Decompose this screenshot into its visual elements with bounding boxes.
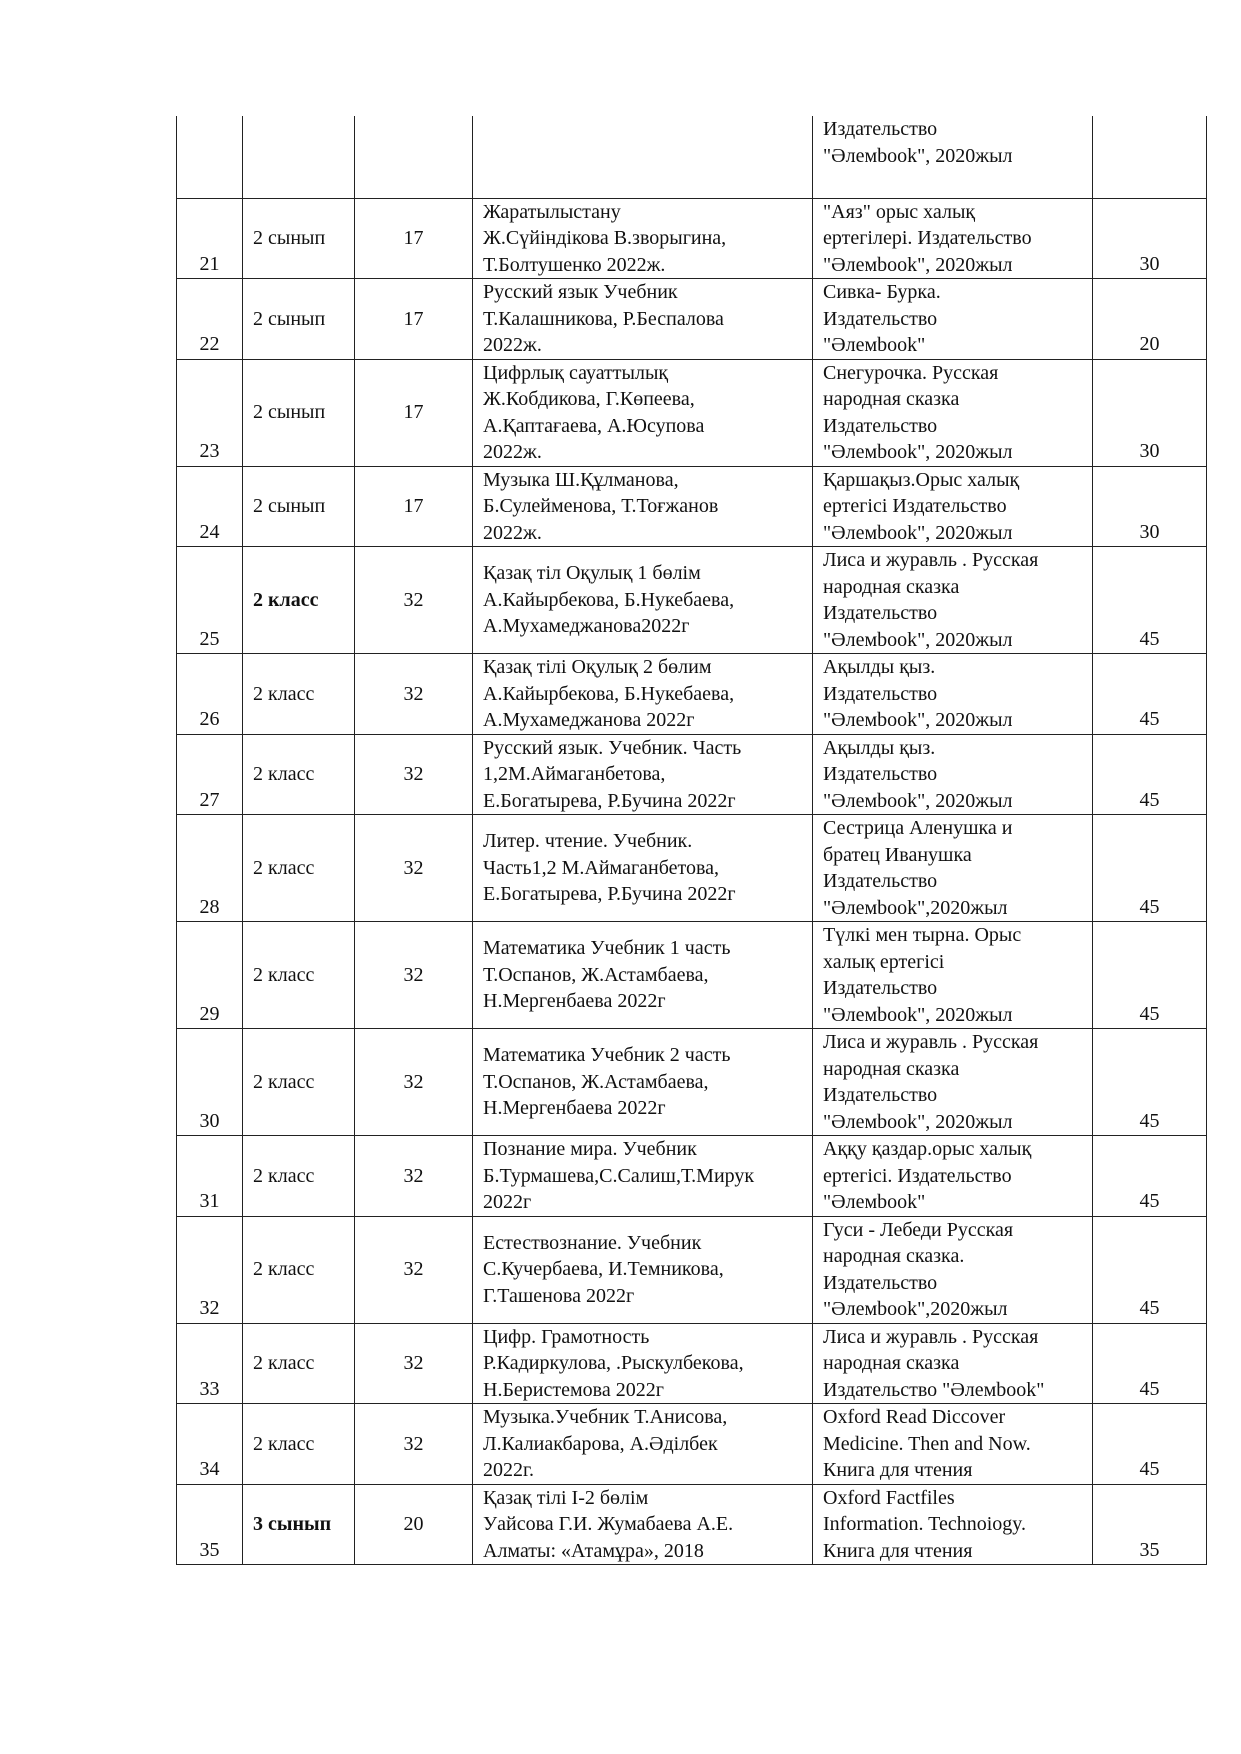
- quantity-cell: [1093, 198, 1207, 279]
- row-number: [177, 279, 243, 360]
- class-cell-text: 3 сынып: [253, 1513, 332, 1535]
- reading-book-cell-text: Лиса и журавль . Русская народная сказка Издательство "Әлемbook", 2020жыл: [823, 1031, 1039, 1133]
- student-count-cell-text: 17: [403, 401, 424, 424]
- class-cell: [243, 922, 355, 1029]
- row-number: [177, 922, 243, 1029]
- textbook-cell-text: Қазақ тілі І-2 бөлім Уайсова Г.И. Жумабаева А.Е. Алматы: «Атамұра», 2018: [483, 1486, 734, 1562]
- quantity-cell-text: 45: [1139, 708, 1160, 730]
- table-row: [177, 815, 1207, 922]
- row-number: [177, 1136, 243, 1217]
- table-row: [177, 1404, 1207, 1485]
- row-number: [177, 1216, 243, 1323]
- quantity-cell: [1093, 1404, 1207, 1485]
- reading-book-cell-text: Гуси - Лебеди Русская народная сказка. Издательство "Әлемbook",2020жыл: [823, 1218, 1014, 1320]
- student-count-cell: [355, 1029, 473, 1136]
- reading-book-cell-text: Сивка- Бурка. Издательство "Әлемbook": [823, 281, 941, 356]
- quantity-cell: [1093, 815, 1207, 922]
- class-cell-text: 2 класс: [253, 763, 315, 785]
- row-number-text: 34: [199, 1458, 220, 1480]
- student-count-cell: [355, 198, 473, 279]
- row-number: [177, 466, 243, 547]
- row-number-text: 28: [199, 895, 220, 918]
- table-row: [177, 1484, 1207, 1565]
- class-cell: [243, 116, 355, 198]
- row-number-text: 25: [199, 627, 220, 650]
- class-cell-text: 2 класс: [253, 963, 315, 986]
- quantity-cell: [1093, 1216, 1207, 1323]
- reading-book-cell: [813, 815, 1093, 922]
- class-cell-text: 2 класс: [253, 1258, 315, 1281]
- reading-book-cell: [813, 654, 1093, 735]
- row-number-text: 22: [199, 333, 220, 355]
- textbook-cell-text: Цифрлық сауаттылық Ж.Кобдикова, Г.Көпеева, А.Қаптағаева, А.Юсупова 2022ж.: [483, 361, 705, 463]
- reading-book-cell: [813, 1404, 1093, 1485]
- table-row: [177, 116, 1207, 198]
- textbook-cell: [473, 1136, 813, 1217]
- table-row: [177, 734, 1207, 815]
- reading-book-cell: [813, 198, 1093, 279]
- textbook-cell: [473, 359, 813, 466]
- student-count-cell: [355, 359, 473, 466]
- reading-book-cell: [813, 1484, 1093, 1565]
- class-cell-text: 2 класс: [253, 1164, 315, 1187]
- textbook-cell: [473, 815, 813, 922]
- quantity-cell: [1093, 734, 1207, 815]
- student-count-cell-text: 17: [403, 495, 424, 517]
- quantity-cell: [1093, 922, 1207, 1029]
- reading-book-cell-text: "Аяз" орыс халық ертегілері. Издательство "Әлемbook", 2020жыл: [823, 200, 1032, 276]
- row-number-text: 21: [199, 252, 220, 275]
- class-cell-text: 2 сынып: [253, 495, 326, 517]
- class-cell-text: 2 сынып: [253, 401, 326, 424]
- row-number: [177, 1484, 243, 1565]
- reading-book-cell-text: Издательство "Әлемbook", 2020жыл: [823, 118, 1013, 167]
- table-row: [177, 1029, 1207, 1136]
- textbook-cell-text: Русский язык Учебник Т.Калашникова, Р.Беспалова 2022ж.: [483, 281, 724, 356]
- class-cell-text: 2 класс: [253, 1352, 315, 1374]
- class-cell: [243, 1404, 355, 1485]
- table-row: [177, 1136, 1207, 1217]
- student-count-cell: [355, 1323, 473, 1404]
- textbook-cell: [473, 922, 813, 1029]
- quantity-cell: [1093, 547, 1207, 654]
- student-count-cell: [355, 815, 473, 922]
- reading-book-cell: [813, 359, 1093, 466]
- quantity-cell-text: 45: [1139, 1190, 1160, 1212]
- table-row: [177, 279, 1207, 360]
- reading-book-cell-text: Түлкі мен тырна. Орыс халық ертегісі Издательство "Әлемbook", 2020жыл: [823, 924, 1022, 1026]
- quantity-cell-text: 45: [1139, 788, 1160, 811]
- quantity-cell: [1093, 116, 1207, 198]
- reading-book-cell: [813, 1029, 1093, 1136]
- quantity-cell-text: 45: [1139, 1002, 1160, 1025]
- reading-book-cell-text: Ақылды қыз. Издательство "Әлемbook", 2020жыл: [823, 736, 1013, 812]
- textbook-cell-text: Литер. чтение. Учебник. Часть1,2 М.Аймаганбетова, Е.Богатырева, Р.Бучина 2022г: [483, 830, 736, 906]
- reading-book-cell: [813, 922, 1093, 1029]
- textbook-cell-text: Музыка Ш.Құлманова, Б.Сулейменова, Т.Тоғжанов 2022ж.: [483, 468, 719, 544]
- student-count-cell-text: 32: [403, 1164, 424, 1187]
- textbook-cell-text: Естествознание. Учебник С.Кучербаева, И.Темникова, Г.Ташенова 2022г: [483, 1231, 724, 1307]
- student-count-cell: [355, 1404, 473, 1485]
- quantity-cell-text: 30: [1139, 440, 1160, 462]
- table-row: [177, 466, 1207, 547]
- class-cell: [243, 1216, 355, 1323]
- class-cell: [243, 1484, 355, 1565]
- row-number-text: 32: [199, 1297, 220, 1319]
- textbook-cell: [473, 466, 813, 547]
- reading-book-cell: [813, 1216, 1093, 1323]
- student-count-cell: [355, 547, 473, 654]
- class-cell: [243, 466, 355, 547]
- textbook-cell: [473, 279, 813, 360]
- class-cell-text: 2 класс: [253, 682, 315, 705]
- row-number-text: 26: [199, 708, 220, 730]
- row-number: [177, 815, 243, 922]
- student-count-cell: [355, 116, 473, 198]
- textbook-cell-text: Русский язык. Учебник. Часть 1,2М.Аймаганбетова, Е.Богатырева, Р.Бучина 2022г: [483, 736, 742, 812]
- student-count-cell: [355, 1136, 473, 1217]
- row-number: [177, 1323, 243, 1404]
- textbook-table: [176, 116, 1207, 1565]
- table-row: [177, 198, 1207, 279]
- student-count-cell-text: 17: [403, 307, 424, 330]
- reading-book-cell-text: Лиса и журавль . Русская народная сказка Издательство "Әлемbook", 2020жыл: [823, 549, 1039, 651]
- quantity-cell-text: 30: [1139, 520, 1160, 543]
- reading-book-cell-text: Ақылды қыз. Издательство "Әлемbook", 2020жыл: [823, 656, 1013, 731]
- reading-book-cell: [813, 1323, 1093, 1404]
- class-cell-text: 2 класс: [253, 856, 315, 879]
- reading-book-cell-text: Oxford Factfiles Information. Technoiogy. Книга для чтения: [823, 1486, 1026, 1562]
- student-count-cell: [355, 1216, 473, 1323]
- student-count-cell-text: 32: [403, 856, 424, 879]
- row-number-text: 27: [199, 788, 220, 811]
- textbook-cell-text: Познание мира. Учебник Б.Турмашева,С.Салиш,Т.Мирук 2022г: [483, 1138, 755, 1213]
- table-body: [177, 116, 1207, 1565]
- textbook-cell-text: Цифр. Грамотность Р.Кадиркулова, .Рыскулбекова, Н.Беристемова 2022г: [483, 1325, 744, 1401]
- row-number: [177, 198, 243, 279]
- quantity-cell-text: 20: [1139, 333, 1160, 355]
- class-cell: [243, 734, 355, 815]
- quantity-cell-text: 45: [1139, 1297, 1160, 1319]
- table-row: [177, 922, 1207, 1029]
- student-count-cell: [355, 466, 473, 547]
- textbook-cell-text: Жаратылыстану Ж.Сүйіндікова В.зворыгина, Т.Болтушенко 2022ж.: [483, 200, 727, 276]
- quantity-cell-text: 45: [1139, 895, 1160, 918]
- student-count-cell-text: 32: [403, 763, 424, 785]
- class-cell: [243, 654, 355, 735]
- textbook-cell: [473, 198, 813, 279]
- class-cell: [243, 359, 355, 466]
- quantity-cell: [1093, 279, 1207, 360]
- row-number: [177, 1404, 243, 1485]
- reading-book-cell-text: Аққу қаздар.орыс халық ертегісі. Издательство "Әлемbook": [823, 1138, 1032, 1213]
- row-number-text: 30: [199, 1109, 220, 1132]
- row-number: [177, 734, 243, 815]
- table-row: [177, 359, 1207, 466]
- quantity-cell: [1093, 1323, 1207, 1404]
- reading-book-cell-text: Қаршақыз.Орыс халық ертегісі Издательство "Әлемbook", 2020жыл: [823, 468, 1020, 544]
- row-number: [177, 1029, 243, 1136]
- class-cell: [243, 1029, 355, 1136]
- reading-book-cell-text: Лиса и журавль . Русская народная сказка Издательство "Әлемbook": [823, 1325, 1045, 1401]
- textbook-cell: [473, 116, 813, 198]
- student-count-cell-text: 32: [403, 1070, 424, 1093]
- textbook-cell: [473, 1404, 813, 1485]
- class-cell-text: 2 сынып: [253, 307, 326, 330]
- class-cell: [243, 279, 355, 360]
- student-count-cell: [355, 1484, 473, 1565]
- class-cell: [243, 1136, 355, 1217]
- reading-book-cell: [813, 547, 1093, 654]
- row-number: [177, 359, 243, 466]
- student-count-cell-text: 32: [403, 1258, 424, 1281]
- textbook-cell: [473, 1029, 813, 1136]
- textbook-cell: [473, 547, 813, 654]
- reading-book-cell: [813, 466, 1093, 547]
- table-row: [177, 547, 1207, 654]
- reading-book-cell-text: Oxford Read Diccover Medicine. Then and Now. Книга для чтения: [823, 1406, 1031, 1481]
- quantity-cell-text: 45: [1139, 627, 1160, 650]
- table-row: [177, 1216, 1207, 1323]
- reading-book-cell: [813, 734, 1093, 815]
- row-number: [177, 116, 243, 198]
- row-number-text: 29: [199, 1002, 220, 1025]
- quantity-cell-text: 35: [1139, 1538, 1160, 1561]
- student-count-cell: [355, 279, 473, 360]
- textbook-cell: [473, 1484, 813, 1565]
- quantity-cell: [1093, 1136, 1207, 1217]
- row-number: [177, 654, 243, 735]
- student-count-cell-text: 32: [403, 963, 424, 986]
- quantity-cell: [1093, 1029, 1207, 1136]
- quantity-cell-text: 45: [1139, 1458, 1160, 1480]
- student-count-cell-text: 32: [403, 682, 424, 705]
- student-count-cell-text: 32: [403, 1432, 424, 1455]
- textbook-cell: [473, 734, 813, 815]
- quantity-cell-text: 30: [1139, 252, 1160, 275]
- row-number-text: 31: [199, 1190, 220, 1212]
- quantity-cell: [1093, 466, 1207, 547]
- class-cell: [243, 547, 355, 654]
- student-count-cell: [355, 922, 473, 1029]
- quantity-cell: [1093, 1484, 1207, 1565]
- reading-book-cell-text: Снегурочка. Русская народная сказка Издательство "Әлемbook", 2020жыл: [823, 361, 1013, 463]
- class-cell: [243, 1323, 355, 1404]
- textbook-cell-text: Математика Учебник 1 часть Т.Оспанов, Ж.Астамбаева, Н.Мергенбаева 2022г: [483, 937, 731, 1013]
- textbook-cell: [473, 1323, 813, 1404]
- quantity-cell: [1093, 654, 1207, 735]
- student-count-cell-text: 17: [403, 227, 424, 249]
- table-row: [177, 1323, 1207, 1404]
- reading-book-cell: [813, 1136, 1093, 1217]
- textbook-cell-text: Қазақ тілі Оқулық 2 бөлим А.Кайырбекова, Б.Нукебаева, А.Мухамеджанова 2022г: [483, 656, 735, 731]
- row-number-text: 35: [199, 1538, 220, 1561]
- class-cell-text: 2 сынып: [253, 227, 326, 249]
- reading-book-cell: [813, 279, 1093, 360]
- table-row: [177, 654, 1207, 735]
- row-number-text: 24: [199, 520, 220, 543]
- student-count-cell: [355, 654, 473, 735]
- textbook-cell-text: Қазақ тіл Оқулық 1 бөлім А.Кайырбекова, Б.Нукебаева, А.Мухамеджанова2022г: [483, 562, 735, 638]
- quantity-cell-text: 45: [1139, 1377, 1160, 1400]
- row-number-text: 23: [199, 440, 220, 462]
- textbook-cell: [473, 654, 813, 735]
- student-count-cell-text: 20: [403, 1513, 424, 1535]
- row-number-text: 33: [199, 1377, 220, 1400]
- textbook-cell-text: Математика Учебник 2 часть Т.Оспанов, Ж.Астамбаева, Н.Мергенбаева 2022г: [483, 1044, 731, 1120]
- quantity-cell: [1093, 359, 1207, 466]
- class-cell-text: 2 класс: [253, 1432, 315, 1455]
- student-count-cell-text: 32: [403, 1352, 424, 1374]
- reading-book-cell-text: Сестрица Аленушка и братец Иванушка Издательство "Әлемbook",2020жыл: [823, 817, 1013, 919]
- textbook-cell-text: Музыка.Учебник Т.Анисова, Л.Калиакбарова, А.Әділбек 2022г.: [483, 1406, 728, 1481]
- class-cell-text: 2 класс: [253, 588, 319, 611]
- class-cell: [243, 198, 355, 279]
- class-cell: [243, 815, 355, 922]
- student-count-cell-text: 32: [403, 588, 424, 611]
- reading-book-cell: [813, 116, 1093, 198]
- quantity-cell-text: 45: [1139, 1109, 1160, 1132]
- class-cell-text: 2 класс: [253, 1070, 315, 1093]
- row-number: [177, 547, 243, 654]
- textbook-cell: [473, 1216, 813, 1323]
- student-count-cell: [355, 734, 473, 815]
